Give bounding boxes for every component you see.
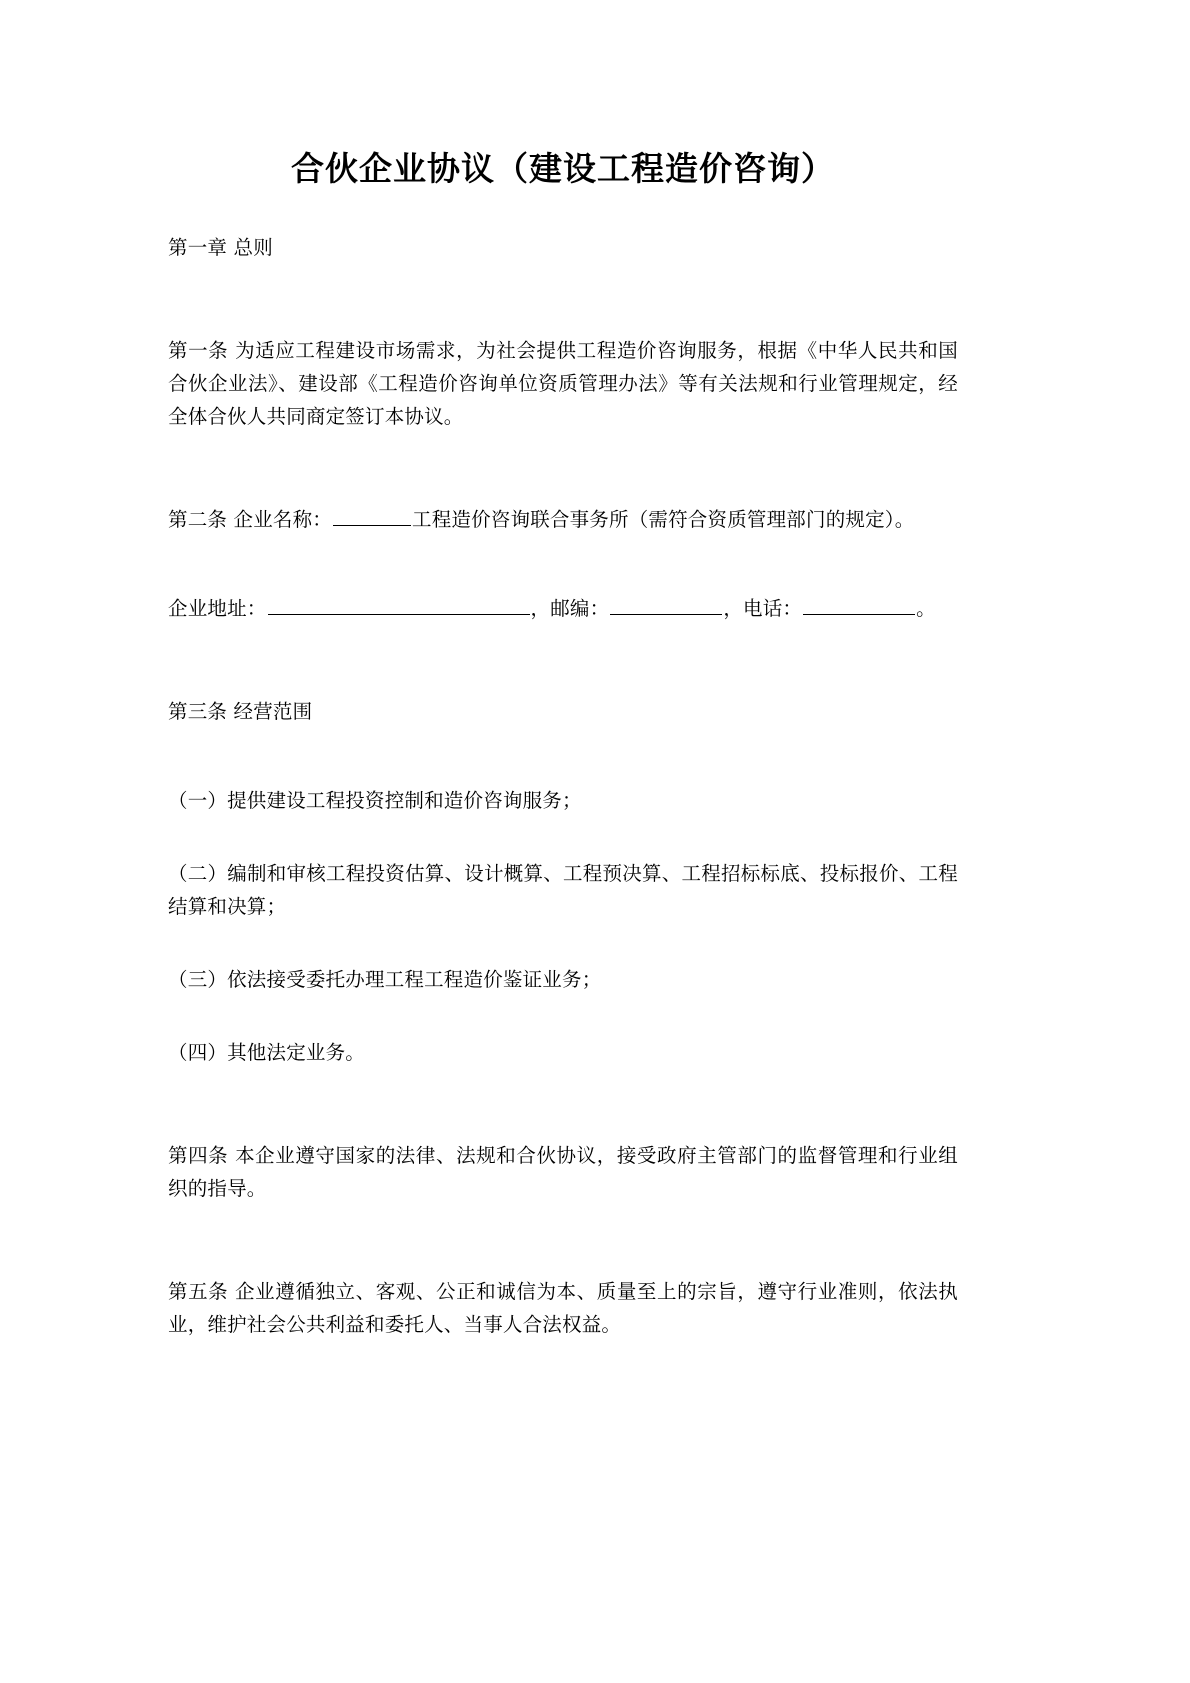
spacer bbox=[168, 996, 958, 1036]
article-1-paragraph: 第一条 为适应工程建设市场需求，为社会提供工程造价咨询服务，根据《中华人民共和国合伙企业法》、建设部《工程造价咨询单位资质管理办法》等有关法规和行业管理规定，经全体合伙人共同商定签订本协议。 bbox=[168, 338, 958, 428]
spacer bbox=[168, 625, 958, 695]
chapter-heading: 第一章 总则 bbox=[168, 235, 273, 259]
spacer bbox=[168, 728, 958, 784]
scope-item-3: （三）依法接受委托办理工程工程造价鉴证业务； bbox=[168, 967, 602, 991]
article-2-prefix: 第二条 企业名称： bbox=[168, 507, 332, 531]
telephone-label: ，电话： bbox=[723, 596, 803, 620]
address-label: 企业地址： bbox=[168, 596, 267, 620]
article-2-paragraph bbox=[168, 503, 958, 536]
zipcode-blank[interactable] bbox=[610, 595, 722, 615]
article-4-paragraph: 第四条 本企业遵守国家的法律、法规和合伙协议，接受政府主管部门的监督管理和行业组织的指导。 bbox=[168, 1143, 958, 1200]
address-blank[interactable] bbox=[268, 595, 530, 615]
spacer bbox=[168, 191, 958, 231]
address-line bbox=[168, 592, 958, 625]
telephone-blank[interactable] bbox=[803, 595, 915, 615]
page-title: 合伙企业协议（建设工程造价咨询） bbox=[291, 149, 835, 188]
article-5-paragraph: 第五条 企业遵循独立、客观、公正和诚信为本、质量至上的宗旨，遵守行业准则，依法执业，维护社会公共利益和委托人、当事人合法权益。 bbox=[168, 1279, 958, 1336]
spacer bbox=[168, 264, 958, 334]
article-3-paragraph: 第三条 经营范围 bbox=[168, 699, 313, 723]
spacer bbox=[168, 433, 958, 503]
zipcode-label: ，邮编： bbox=[530, 596, 610, 620]
address-line-end: 。 bbox=[916, 596, 936, 620]
spacer bbox=[168, 817, 958, 857]
document-body bbox=[168, 0, 958, 1341]
scope-item-1: （一）提供建设工程投资控制和造价咨询服务； bbox=[168, 788, 582, 812]
company-name-blank[interactable] bbox=[333, 506, 411, 526]
spacer bbox=[168, 1069, 958, 1139]
article-2-suffix: 工程造价咨询联合事务所（需符合资质管理部门的规定）。 bbox=[412, 507, 915, 531]
scope-item-2: （二）编制和审核工程投资估算、设计概算、工程预决算、工程招标标底、投标报价、工程结算和决算； bbox=[168, 861, 958, 918]
scope-item-4: （四）其他法定业务。 bbox=[168, 1040, 366, 1064]
spacer bbox=[168, 536, 958, 592]
spacer bbox=[168, 923, 958, 963]
spacer bbox=[168, 1205, 958, 1275]
